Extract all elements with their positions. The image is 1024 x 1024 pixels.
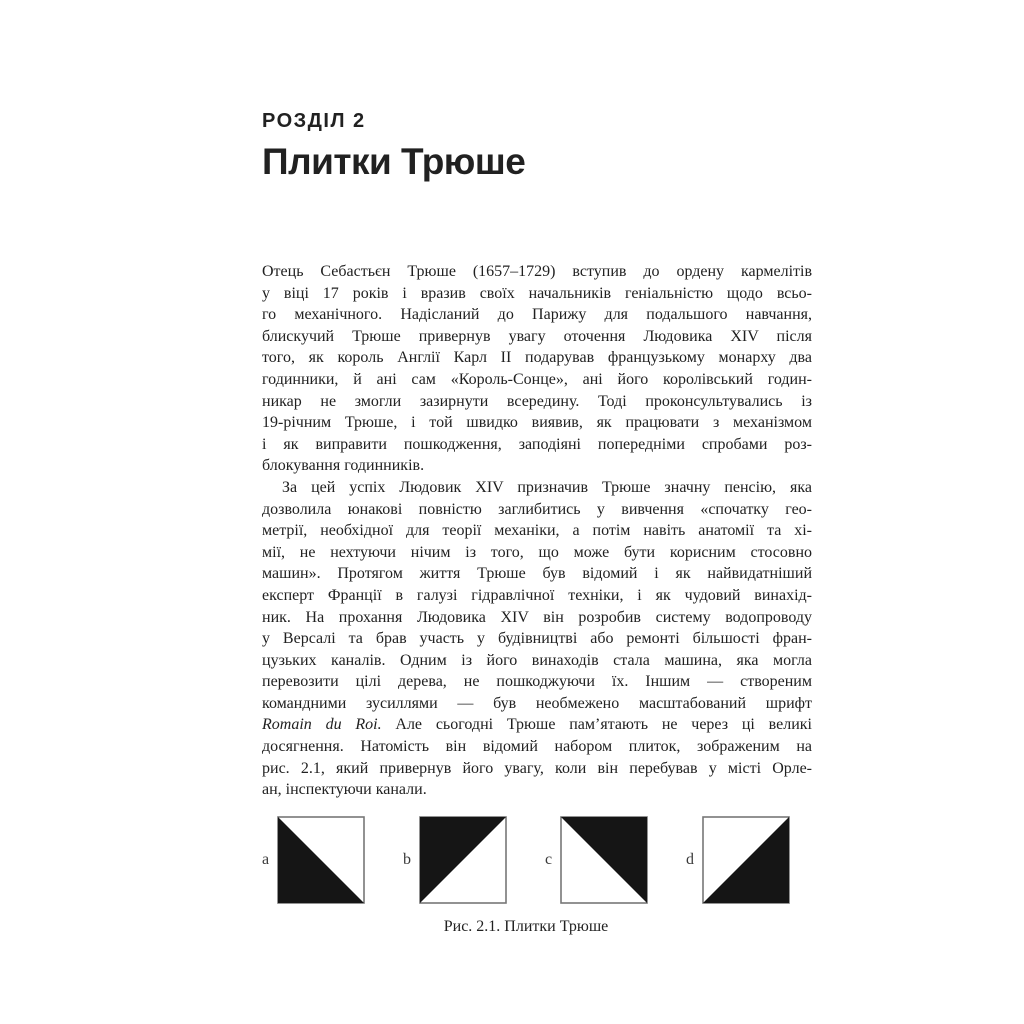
body-line: рис. 2.1, який привернув його увагу, коли він перебував у місті Орле- xyxy=(262,759,812,777)
body-line: того, як король Англії Карл II подарував французькому монарху два xyxy=(262,349,812,367)
body-line-romain xyxy=(262,714,812,736)
truchet-tile-b-image xyxy=(419,816,507,904)
body-line: За цей успіх Людовик XIV призначив Трюше значну пенсію, яка xyxy=(282,478,812,496)
tile-label-d: d xyxy=(685,851,694,868)
body-line: мії, не нехтуючи нічим із того, що може бути корисним стосовно xyxy=(262,543,812,561)
romain-line-rest: Але сьогодні Трюше пам’ятають не через ці великі xyxy=(381,716,812,734)
tile-label-c: c xyxy=(544,851,553,868)
tile-group-c xyxy=(545,816,648,904)
body-line: блокування годинників. xyxy=(262,457,425,475)
body-line: командними зусиллями — був необмежено масштабований шрифт xyxy=(262,694,812,712)
body-line: експерт Франції в галузі гідравлічної техніки, і як чудовий винахід- xyxy=(262,586,812,604)
truchet-tile-c-image xyxy=(560,816,648,904)
body-line: никар не змогли зазирнути всередину. Тоді проконсультувались із xyxy=(262,392,812,410)
tile-label-a: a xyxy=(262,851,270,868)
body-line: годинники, й ані сам «Король-Сонце», ані його королівський годин- xyxy=(262,370,812,388)
body-line: і як виправити пошкодження, заподіяні попередніми спробами роз- xyxy=(262,435,812,453)
romain-du-roi-italic: Romain du Roi. xyxy=(262,716,382,734)
truchet-tile-d-image xyxy=(702,816,790,904)
body-line: у Версалі та брав участь у будівництві або ремонті більшості фран- xyxy=(262,630,812,648)
tile-group-d xyxy=(686,816,790,904)
body-line: цузьких каналів. Одним із його винаходів стала машина, яка могла xyxy=(262,651,812,669)
body-line: ан, інспектуючи канали. xyxy=(262,781,427,799)
page-content xyxy=(262,0,812,1024)
body-line: метрії, необхідної для теорії механіки, а потім навіть анатомії та хі- xyxy=(262,522,812,540)
tile-label-b: b xyxy=(403,851,412,868)
body-line: перевозити цілі дерева, не пошкоджуючи їх. Іншим — створеним xyxy=(262,673,812,691)
chapter-title: Плитки Трюше xyxy=(262,141,526,182)
body-line: машин». Протягом життя Трюше був відомий і як найвидатніший xyxy=(262,565,812,583)
body-line: у віці 17 років і вразив своїх начальників геніальністю щодо всьо- xyxy=(262,284,812,302)
figure-caption: Рис. 2.1. Плитки Трюше xyxy=(443,918,609,935)
tile-group-b xyxy=(403,816,507,904)
body-line: 19-річним Трюше, і той швидко виявив, як працювати з механізмом xyxy=(262,414,812,432)
body-line: ник. На прохання Людовика XIV він розробив систему водопроводу xyxy=(262,608,812,626)
truchet-tile-a-image xyxy=(277,816,365,904)
chapter-kicker: РОЗДІЛ 2 xyxy=(262,110,366,132)
body-line: го механічного. Надісланий до Парижу для подальшого навчання, xyxy=(262,306,812,324)
body-line: досягнення. Натомість він відомий набором плиток, зображеним на xyxy=(262,738,812,756)
truchet-tiles-figure xyxy=(262,816,790,904)
body-line: блискучий Трюше привернув увагу оточення Людовика XIV після xyxy=(262,327,812,345)
body-line: дозволила юнакові повністю заглибитись у вивчення «спочатку гео- xyxy=(262,500,812,518)
body-line: Отець Себастьєн Трюше (1657–1729) вступив до ордену кармелітів xyxy=(262,263,812,280)
tile-group-a xyxy=(262,816,365,904)
body-text xyxy=(262,261,812,801)
